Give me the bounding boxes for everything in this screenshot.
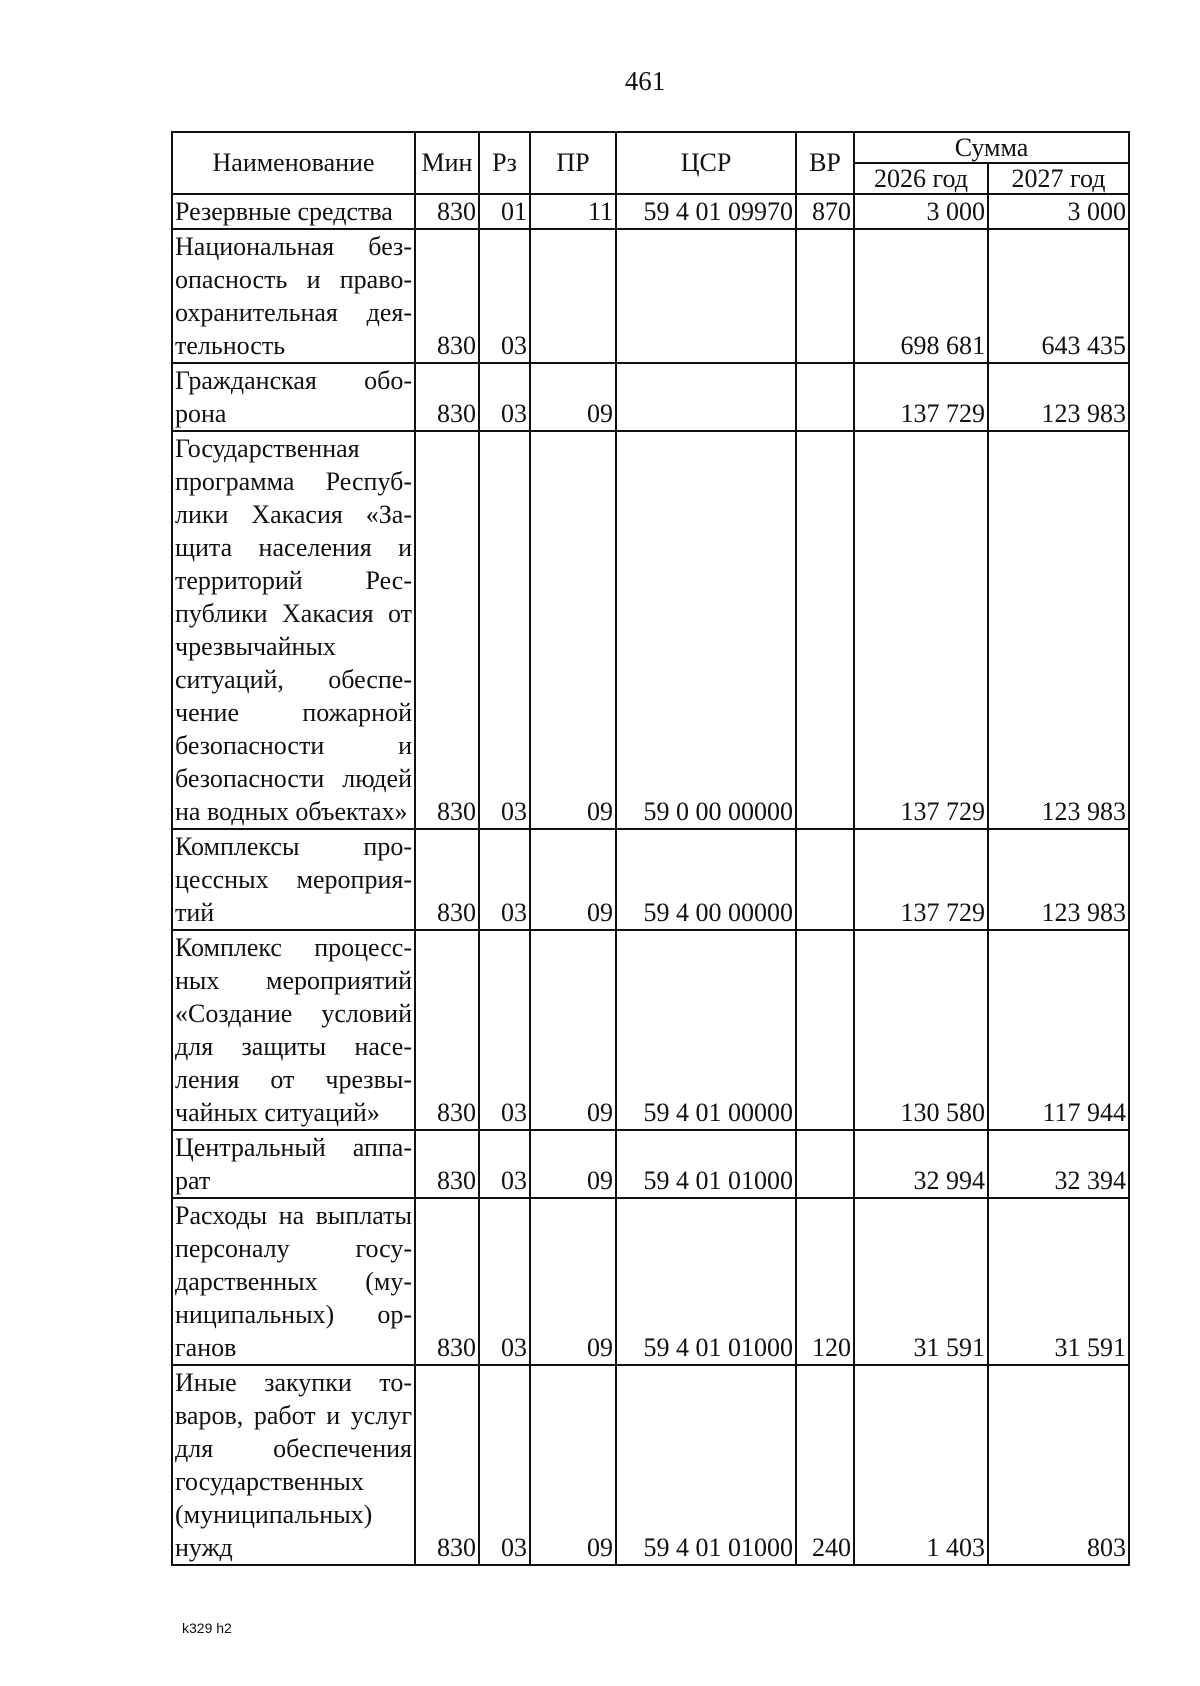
row-pr: 09 xyxy=(530,363,616,431)
row-csr xyxy=(616,363,796,431)
table-row xyxy=(172,1365,1129,1565)
header-sum: Сумма xyxy=(854,132,1129,163)
row-name: Государственная программа Республики Хакасия «Защита населения и территорий Республики Хакасия от чрезвычайных ситуаций, обеспечение пожарной безопасности и безопасности людей на водных объектах» xyxy=(172,431,415,829)
table-row xyxy=(172,1130,1129,1198)
row-sum-2026: 137 729 xyxy=(854,431,988,829)
row-vr xyxy=(796,930,854,1130)
table-row xyxy=(172,194,1129,229)
row-vr: 120 xyxy=(796,1198,854,1365)
row-vr xyxy=(796,431,854,829)
row-rz: 03 xyxy=(479,431,530,829)
header-row xyxy=(172,132,1129,163)
row-min: 830 xyxy=(415,1130,479,1198)
row-pr: 09 xyxy=(530,1130,616,1198)
row-rz: 03 xyxy=(479,229,530,363)
row-min: 830 xyxy=(415,930,479,1130)
row-sum-2026: 3 000 xyxy=(854,194,988,229)
row-sum-2026: 137 729 xyxy=(854,829,988,930)
page-number: 461 xyxy=(624,66,666,96)
header-name: Наименование xyxy=(172,132,415,194)
header-pr: ПР xyxy=(530,132,616,194)
header-rz: Рз xyxy=(479,132,530,194)
row-min: 830 xyxy=(415,1198,479,1365)
row-rz: 03 xyxy=(479,829,530,930)
row-rz: 01 xyxy=(479,194,530,229)
row-name: Комплекс процессных мероприятий «Создание условий для защиты населения от чрезвычайных ситуаций» xyxy=(172,930,415,1130)
row-vr: 240 xyxy=(796,1365,854,1565)
row-sum-2027: 31 591 xyxy=(988,1198,1129,1365)
row-name: Иные закупки товаров, работ и услуг для обеспечения государственных (муниципальных) нужд xyxy=(172,1365,415,1565)
row-min: 830 xyxy=(415,829,479,930)
row-sum-2027: 32 394 xyxy=(988,1130,1129,1198)
header-vr: ВР xyxy=(796,132,854,194)
row-name: Центральный аппарат xyxy=(172,1130,415,1198)
table-row xyxy=(172,829,1129,930)
table-row xyxy=(172,431,1129,829)
row-sum-2026: 1 403 xyxy=(854,1365,988,1565)
row-name: Комплексы процессных мероприятий xyxy=(172,829,415,930)
row-sum-2027: 117 944 xyxy=(988,930,1129,1130)
row-sum-2027: 803 xyxy=(988,1365,1129,1565)
row-pr: 09 xyxy=(530,1365,616,1565)
row-pr: 09 xyxy=(530,1198,616,1365)
row-csr: 59 4 01 01000 xyxy=(616,1130,796,1198)
row-min: 830 xyxy=(415,194,479,229)
row-sum-2027: 123 983 xyxy=(988,431,1129,829)
footer-code: k329 h2 xyxy=(182,1620,232,1636)
row-name: Гражданская оборона xyxy=(172,363,415,431)
row-rz: 03 xyxy=(479,1130,530,1198)
row-min: 830 xyxy=(415,1365,479,1565)
row-sum-2026: 31 591 xyxy=(854,1198,988,1365)
row-csr: 59 4 01 00000 xyxy=(616,930,796,1130)
row-sum-2026: 698 681 xyxy=(854,229,988,363)
header-min: Мин xyxy=(415,132,479,194)
row-csr: 59 4 01 09970 xyxy=(616,194,796,229)
row-sum-2027: 123 983 xyxy=(988,829,1129,930)
row-vr xyxy=(796,829,854,930)
row-name: Национальная безопасность и правоохранительная деятельность xyxy=(172,229,415,363)
row-rz: 03 xyxy=(479,930,530,1130)
row-min: 830 xyxy=(415,363,479,431)
row-rz: 03 xyxy=(479,1198,530,1365)
row-pr: 09 xyxy=(530,930,616,1130)
table-row xyxy=(172,930,1129,1130)
row-sum-2027: 123 983 xyxy=(988,363,1129,431)
row-csr: 59 4 01 01000 xyxy=(616,1198,796,1365)
row-pr: 09 xyxy=(530,829,616,930)
row-min: 830 xyxy=(415,229,479,363)
row-csr: 59 0 00 00000 xyxy=(616,431,796,829)
row-csr: 59 4 01 01000 xyxy=(616,1365,796,1565)
header-year-2027: 2027 год xyxy=(988,163,1129,194)
row-min: 830 xyxy=(415,431,479,829)
row-pr: 11 xyxy=(530,194,616,229)
row-vr xyxy=(796,1130,854,1198)
row-pr xyxy=(530,229,616,363)
row-sum-2027: 3 000 xyxy=(988,194,1129,229)
header-year-2026: 2026 год xyxy=(854,163,988,194)
row-sum-2027: 643 435 xyxy=(988,229,1129,363)
row-vr xyxy=(796,229,854,363)
row-vr xyxy=(796,363,854,431)
row-sum-2026: 32 994 xyxy=(854,1130,988,1198)
row-sum-2026: 130 580 xyxy=(854,930,988,1130)
row-name: Резервные средства xyxy=(172,194,415,229)
row-rz: 03 xyxy=(479,363,530,431)
row-name: Расходы на выплаты персоналу государственных (муниципальных) органов xyxy=(172,1198,415,1365)
table-row xyxy=(172,1198,1129,1365)
row-csr: 59 4 00 00000 xyxy=(616,829,796,930)
table-row xyxy=(172,229,1129,363)
row-csr xyxy=(616,229,796,363)
row-sum-2026: 137 729 xyxy=(854,363,988,431)
row-pr: 09 xyxy=(530,431,616,829)
row-vr: 870 xyxy=(796,194,854,229)
table-row xyxy=(172,363,1129,431)
header-csr: ЦСР xyxy=(616,132,796,194)
budget-table xyxy=(171,131,1130,1566)
row-rz: 03 xyxy=(479,1365,530,1565)
